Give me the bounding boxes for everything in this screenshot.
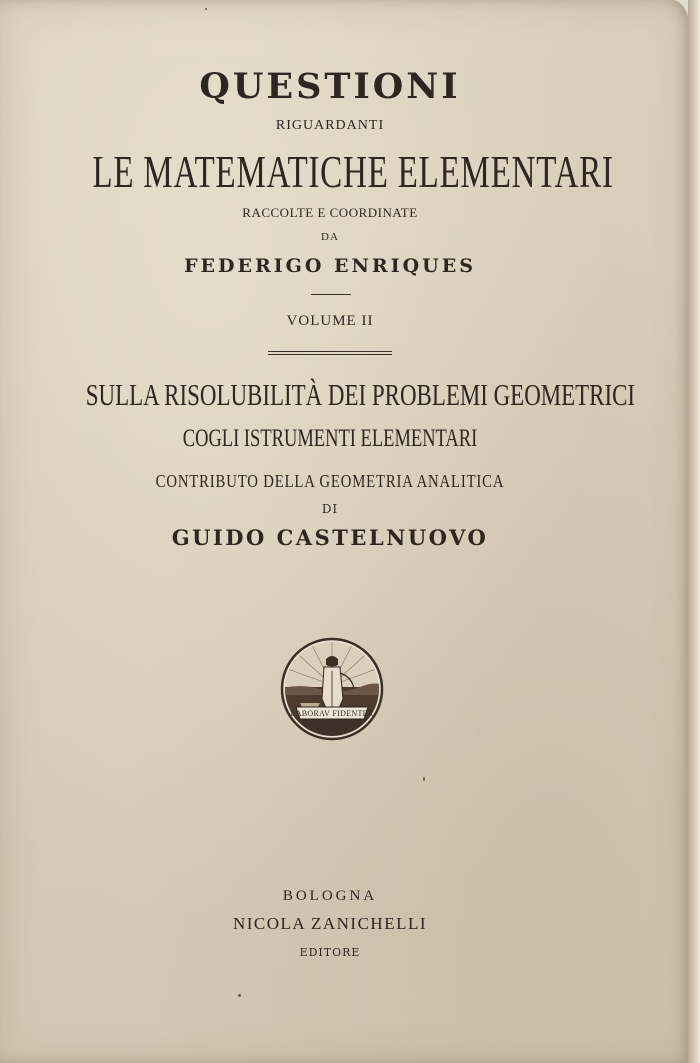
short-divider <box>311 294 351 295</box>
paper-speck <box>423 777 425 781</box>
author-name: GUIDO CASTELNUOVO <box>171 525 489 550</box>
imprint-role: EDITORE <box>299 946 361 959</box>
series-title: QUESTIONI <box>199 66 461 107</box>
collection-title: LE MATEMATICHE ELEMENTARI <box>92 146 614 197</box>
series-subtitle-riguardanti: RIGUARDANTI <box>275 118 385 133</box>
work-title-line-2: COGLI ISTRUMENTI ELEMENTARI <box>182 425 478 452</box>
work-by: DI <box>321 502 339 516</box>
double-divider <box>268 351 392 355</box>
volume-label: VOLUME II <box>286 313 374 329</box>
page-edge <box>688 0 700 1063</box>
editor-name: FEDERIGO ENRIQUES <box>184 255 476 277</box>
paper-speck <box>205 8 207 10</box>
collection-subtitle: RACCOLTE E COORDINATE <box>242 205 418 220</box>
work-title-line-1: SULLA RISOLUBILITÀ DEI PROBLEMI GEOMETRICI <box>85 377 636 412</box>
paper-speck <box>238 994 241 997</box>
seal-motto: LABORAV FIDENTER <box>290 709 374 718</box>
work-subtitle: CONTRIBUTO DELLA GEOMETRIA ANALITICA <box>155 471 505 491</box>
publisher-seal-logo <box>280 637 384 741</box>
collection-subtitle-da: DA <box>321 231 339 243</box>
imprint-place: BOLOGNA <box>282 888 378 904</box>
imprint-publisher: NICOLA ZANICHELLI <box>232 914 428 933</box>
